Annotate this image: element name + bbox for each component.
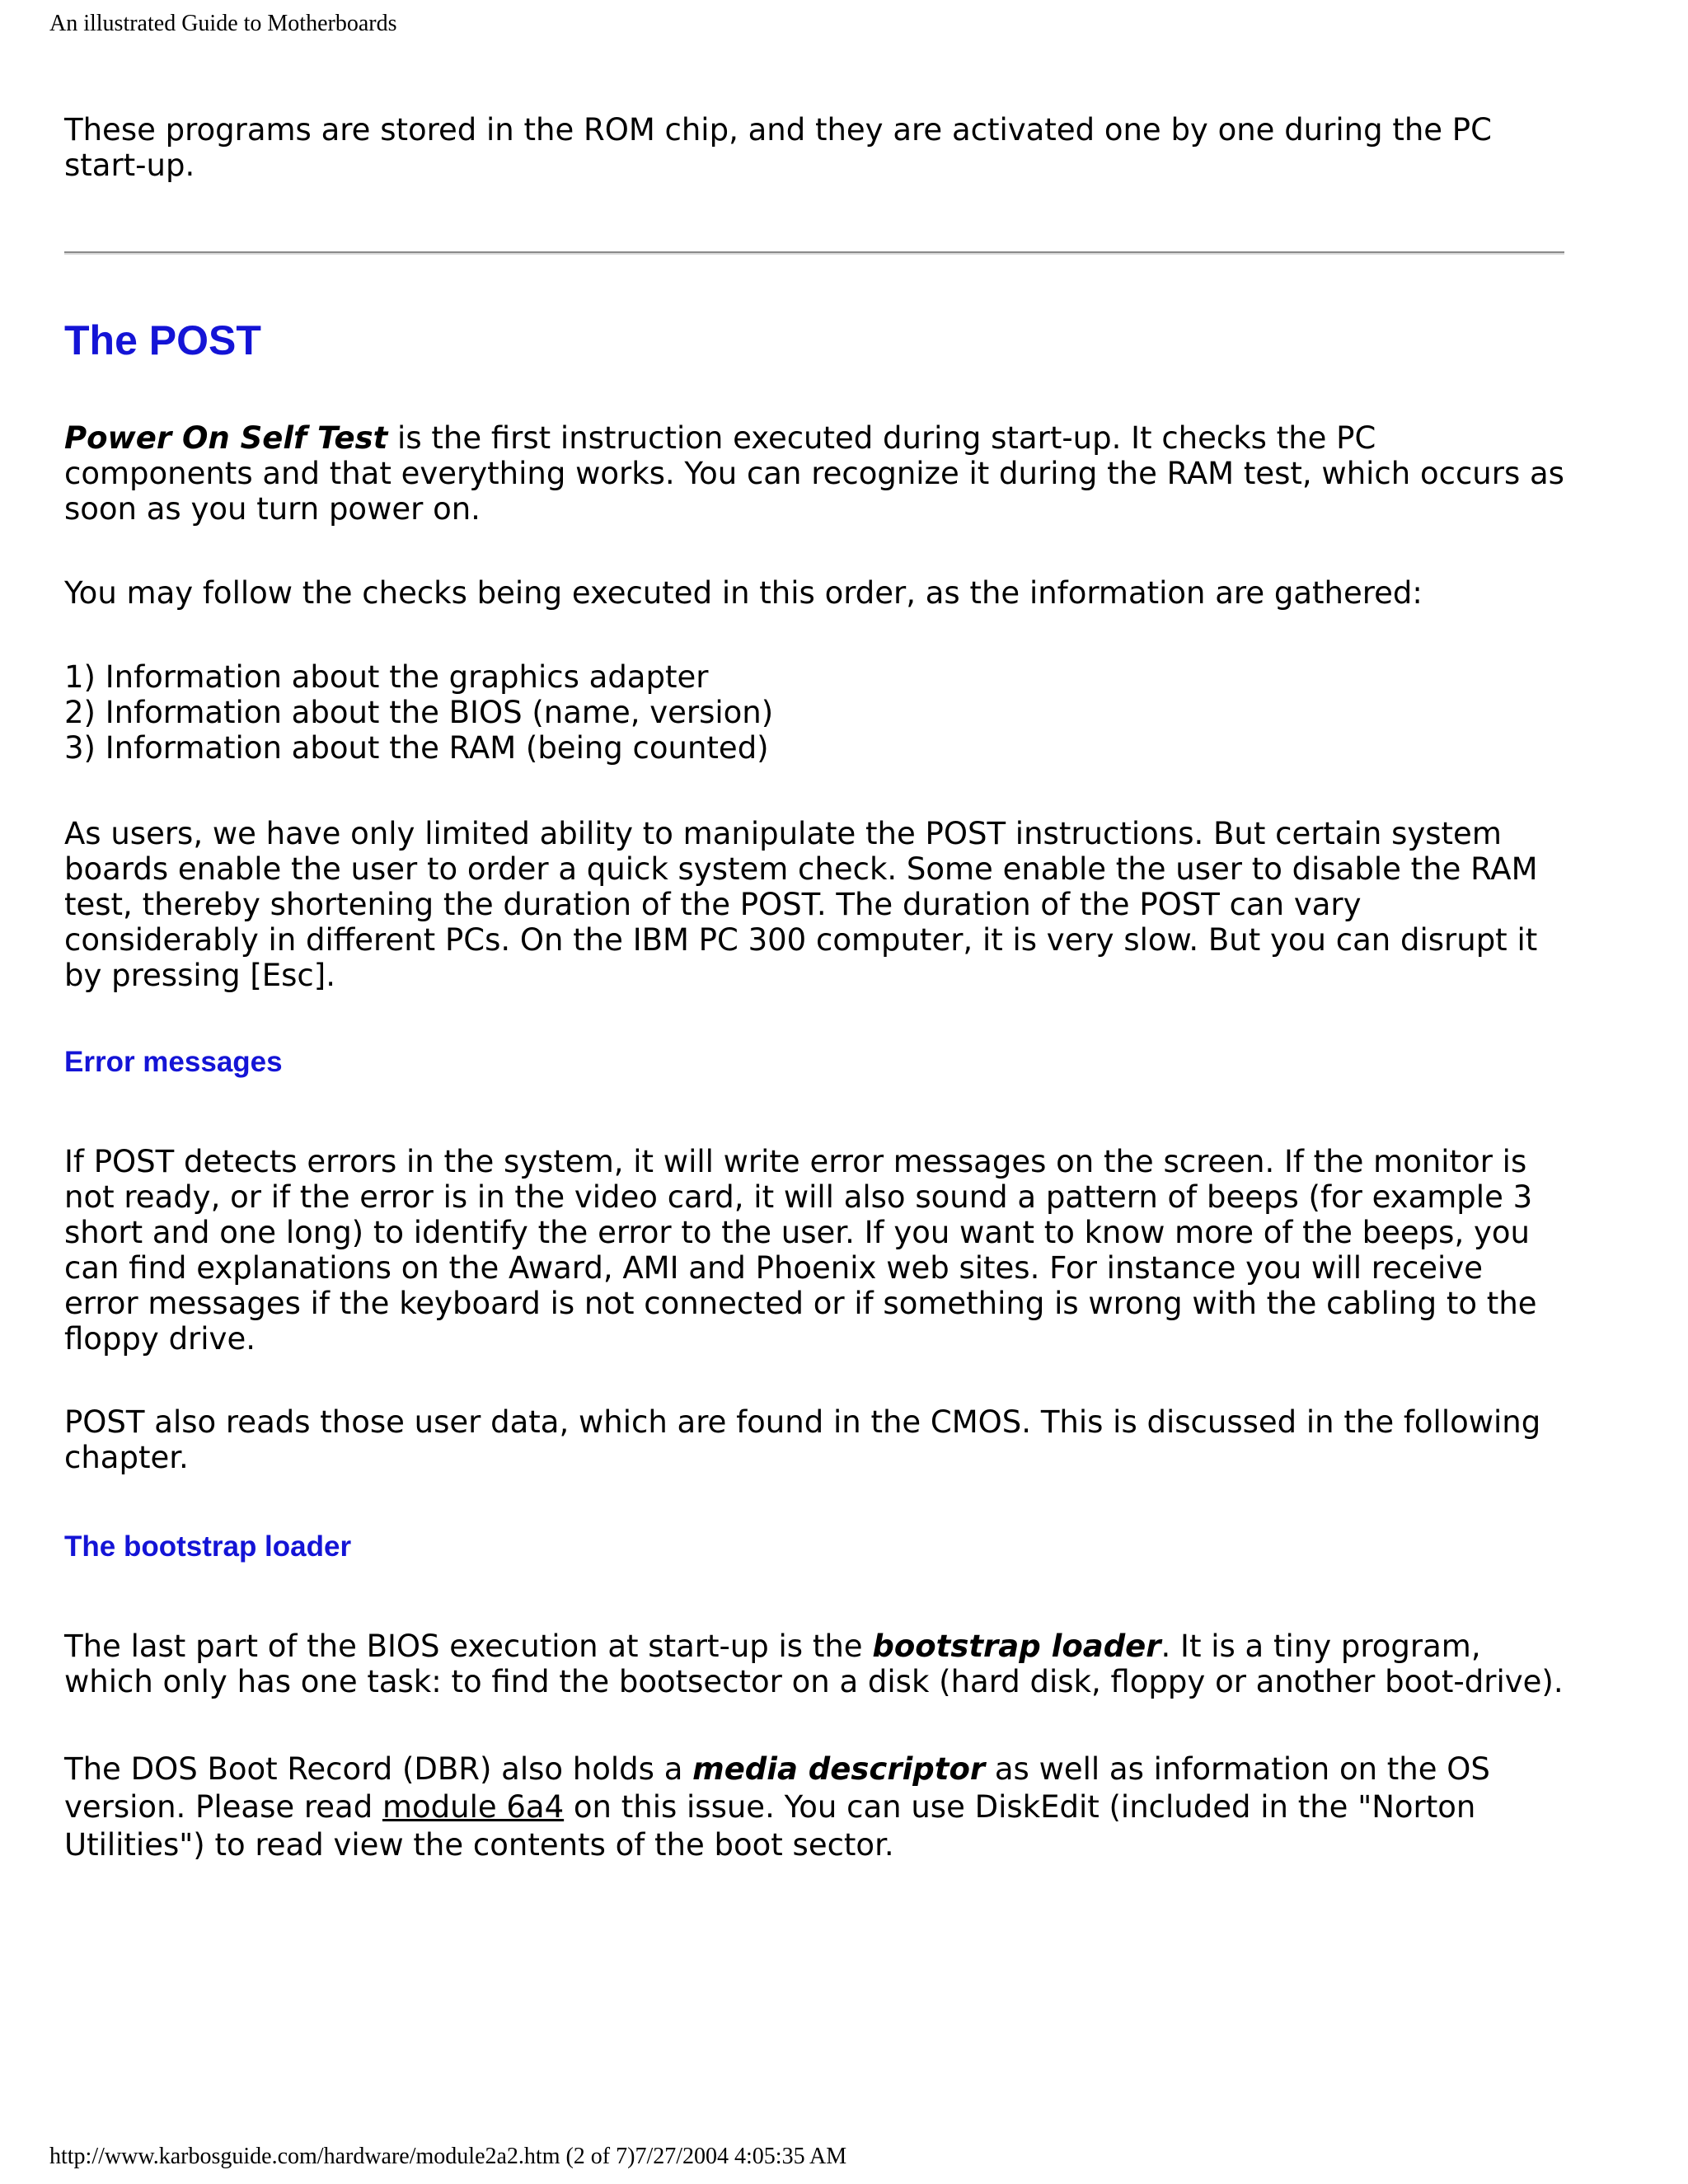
bootstrap-paragraph-1-start: The last part of the BIOS execution at start-up is the	[64, 1629, 873, 1664]
term-media-descriptor: media descriptor	[692, 1751, 986, 1787]
error-paragraph-2: POST also reads those user data, which are found in the CMOS. This is discussed in the following chapter.	[64, 1404, 1541, 1475]
module-6a4-link[interactable]: module 6a4	[382, 1789, 565, 1825]
term-bootstrap-loader: bootstrap loader	[872, 1629, 1161, 1664]
post-paragraph-3: As users, we have only limited ability to manipulate the POST instructions. But certain system boards enable the user to order a quick system check. Some enable the user to disable the RAM test, thereby shortening the duration of the POST. The duration of the POST can vary considerably in different PCs. On the IBM PC 300 computer, it is very slow. But you can disrupt it by pressing [Esc].	[64, 816, 1538, 993]
section-heading-error-messages: Error messages	[64, 1046, 283, 1078]
bootstrap-paragraph-2-start: The DOS Boot Record (DBR) also holds a	[64, 1751, 693, 1787]
running-head-title: An illustrated Guide to Motherboards	[49, 11, 397, 36]
post-paragraph-1	[64, 420, 1564, 527]
error-paragraph-1: If POST detects errors in the system, it will write error messages on the screen. If the monitor is not ready, or if the error is in the video card, it will also sound a pattern of beeps (for example 3 short and one long) to identify the error to the user. If you want to know more of the beeps, you can find explanations on the Award, AMI and Phoenix web sites. For instance you will receive error messages if the keyboard is not connected or if something is wrong with the cabling to the floppy drive.	[64, 1144, 1537, 1357]
section-heading-bootstrap-loader: The bootstrap loader	[64, 1530, 352, 1563]
bootstrap-paragraph-2-mid: as well as information on the OS version. Please read	[64, 1751, 1490, 1825]
section-heading-post: The POST	[64, 317, 261, 363]
bootstrap-paragraph-1	[64, 1629, 1564, 1699]
bootstrap-paragraph-1-end: . It is a tiny program, which only has one task: to find the bootsector on a disk (hard disk, floppy or another boot-drive).	[64, 1629, 1564, 1699]
bootstrap-paragraph-2-end: on this issue. You can use DiskEdit (included in the "Norton Utilities") to read view the contents of the boot sector.	[64, 1789, 1476, 1863]
bootstrap-paragraph-2	[64, 1750, 1564, 1864]
post-paragraph-2: You may follow the checks being executed in this order, as the information are gathered:	[64, 575, 1423, 611]
horizontal-rule	[64, 251, 1564, 255]
list-item: 3) Information about the RAM (being counted)	[64, 730, 769, 766]
term-power-on-self-test: Power On Self Test	[64, 420, 388, 456]
post-paragraph-1-text: is the first instruction executed during start-up. It checks the PC components and that everything works. You can recognize it during the RAM test, which occurs as soon as you turn power on.	[64, 420, 1564, 527]
list-item: 1) Information about the graphics adapter	[64, 659, 709, 695]
list-item: 2) Information about the BIOS (name, version)	[64, 695, 774, 730]
post-check-list	[64, 659, 1564, 766]
intro-paragraph: These programs are stored in the ROM chip, and they are activated one by one during the PC start-up.	[64, 112, 1492, 183]
page-footer-url: http://www.karbosguide.com/hardware/module2a2.htm (2 of 7)7/27/2004 4:05:35 AM	[49, 2144, 847, 2169]
